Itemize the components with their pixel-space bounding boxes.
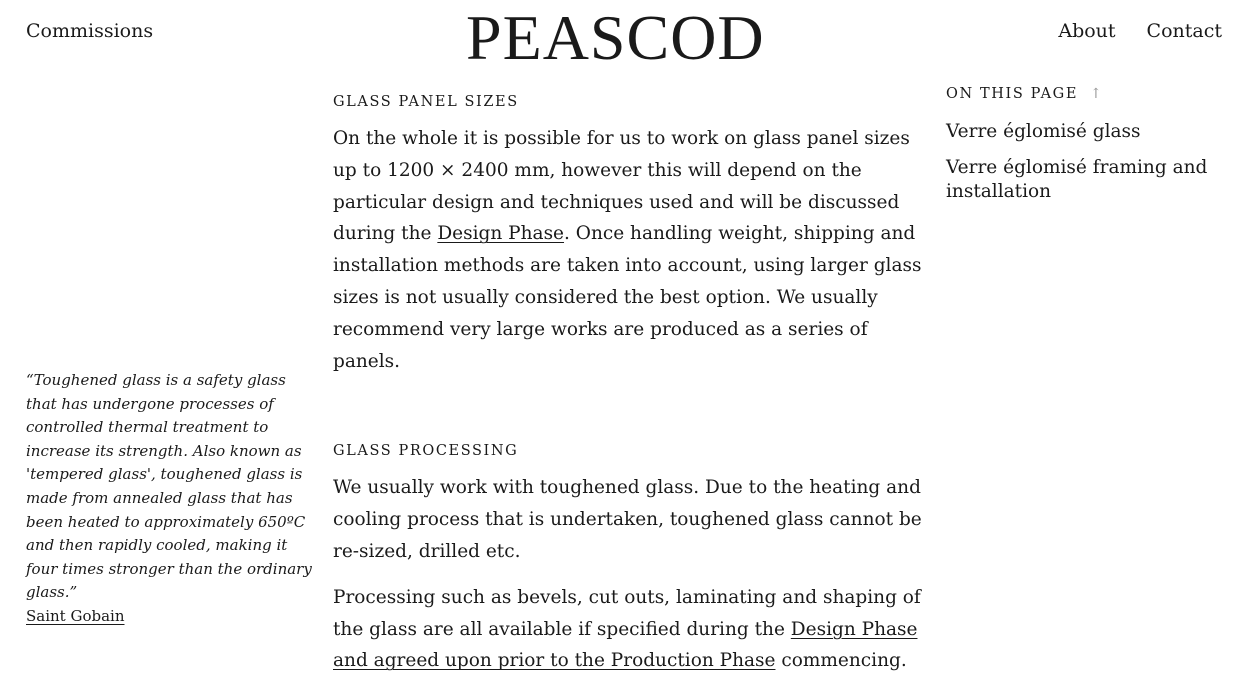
- design-phase-link[interactable]: Design Phase: [437, 223, 565, 245]
- paragraph: [333, 123, 923, 377]
- section-heading: GLASS PROCESSING: [333, 443, 519, 460]
- toc-item: [946, 156, 1236, 204]
- quote-source-link[interactable]: Saint Gobain: [26, 606, 125, 625]
- paragraph-text: Processing such as bevels, cut outs, laminating and shaping of the glass are all available if specified during the: [333, 586, 921, 640]
- site-logo[interactable]: PEASCOD: [466, 2, 765, 73]
- nav-about[interactable]: About: [1058, 20, 1116, 42]
- nav-contact[interactable]: Contact: [1146, 20, 1222, 42]
- paragraph-text: commencing.: [775, 650, 907, 672]
- top-nav: [1058, 20, 1222, 42]
- toc-heading-label: ON THIS PAGE: [946, 86, 1079, 102]
- toc-list: [946, 120, 1236, 204]
- section-glass-processing: [333, 443, 923, 677]
- section-heading: GLASS PANEL SIZES: [333, 94, 519, 110]
- arrow-up-icon[interactable]: ↑: [1090, 86, 1104, 102]
- section-glass-panel-sizes: [333, 94, 923, 377]
- paragraph: We usually work with toughened glass. Due to the heating and cooling process that is undertaken, toughened glass cannot be re-sized, drilled etc.: [333, 477, 922, 562]
- toc-item: [946, 120, 1236, 144]
- paragraph: [333, 582, 923, 677]
- paragraph-text: On the whole it is possible for us to work on glass panel sizes up to 1200 × 2400 mm, however this will depend on the particular design and techniques used and will be discussed during the: [333, 128, 910, 245]
- toc-link-framing-installation[interactable]: Verre églomisé framing and installation: [946, 157, 1208, 202]
- design-production-phase-link[interactable]: Design Phase and agreed upon prior to the Production Phase: [333, 618, 918, 672]
- main-content: [333, 94, 923, 691]
- toc-link-verre-eglomise-glass[interactable]: Verre églomisé glass: [946, 121, 1141, 142]
- on-this-page-nav: [946, 86, 1236, 216]
- nav-commissions[interactable]: Commissions: [26, 20, 154, 42]
- paragraph-text: . Once handling weight, shipping and installation methods are taken into account, using larger glass sizes is not usually considered the best option. We usually recommend very large works are produced as a series of panels.: [333, 223, 922, 372]
- sidebar-quote: [26, 369, 316, 629]
- toc-heading: [946, 86, 1236, 102]
- quote-text: “Toughened glass is a safety glass that has undergone processes of controlled thermal treatment to increase its strength. Also known as 'tempered glass', toughened glass is made from annealed glass that has been heated to approximately 650ºC and then rapidly cooled, making it four times stronger than the ordinary glass.”: [26, 371, 312, 602]
